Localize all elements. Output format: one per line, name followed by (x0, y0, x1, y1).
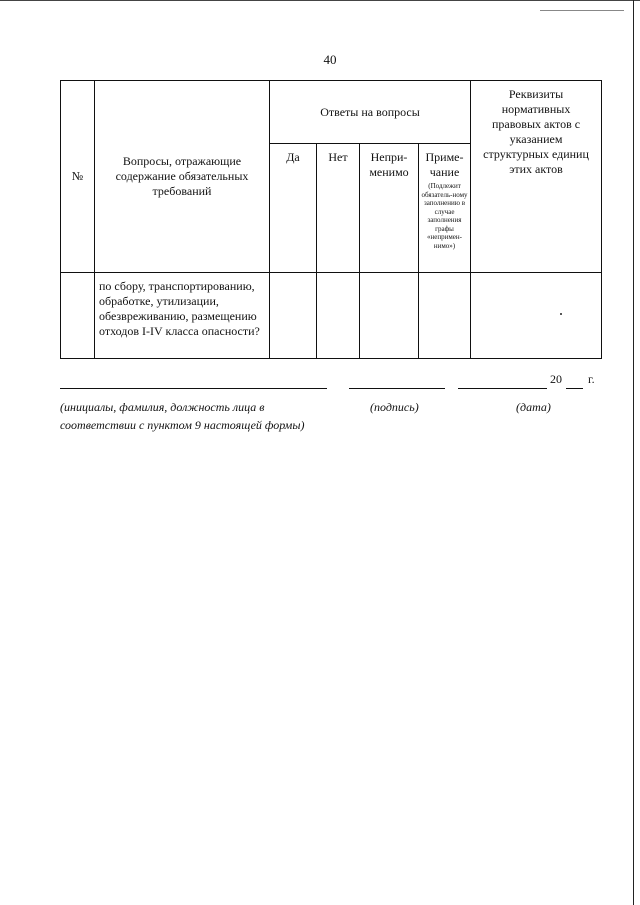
header-questions: Вопросы, отражающие содержание обязательных требований (95, 81, 270, 273)
header-row-top (61, 81, 602, 144)
header-note-detail: (Подлежит обязатель-ному заполнению в случае заполнения графы «непримен-нимо») (421, 182, 468, 250)
header-number: № (61, 81, 95, 273)
year-suffix: г. (588, 372, 595, 386)
row-number-cell (61, 273, 95, 359)
question-cell: по сбору, транспортированию, обработке, утилизации, обезвреживанию, размещению отходов I-IV класса опасности? (95, 273, 270, 359)
header-not-applicable: Непри-менимо (360, 144, 419, 273)
requisites-cell (471, 273, 602, 359)
answer-no-cell (317, 273, 360, 359)
page-top-edge (0, 0, 640, 1)
header-answers: Ответы на вопросы (270, 81, 471, 144)
page-right-edge (633, 0, 635, 905)
page-number: 40 (323, 52, 337, 67)
page-corner-mark (540, 10, 624, 11)
caption-signature: (подпись) (370, 400, 419, 414)
note-cell (419, 273, 471, 359)
signature-block (0, 369, 640, 439)
table-row (61, 273, 602, 359)
date-line (458, 388, 547, 389)
year-prefix: 20 (550, 372, 562, 386)
header-yes: Да (270, 144, 317, 273)
header-no: Нет (317, 144, 360, 273)
stray-dot (560, 313, 562, 315)
caption-name: (инициалы, фамилия, должность лица в соответствии с пунктом 9 настоящей формы) (60, 400, 305, 432)
requirements-table (60, 80, 602, 359)
header-note (419, 144, 471, 273)
name-line (60, 388, 327, 389)
header-requisites: Реквизиты нормативных правовых актов с указанием структурных единиц этих актов (471, 81, 602, 273)
caption-date: (дата) (516, 400, 551, 414)
header-note-label: Приме-чание (425, 150, 464, 179)
answer-yes-cell (270, 273, 317, 359)
signature-line (349, 388, 445, 389)
answer-na-cell (360, 273, 419, 359)
year-line (566, 388, 583, 389)
